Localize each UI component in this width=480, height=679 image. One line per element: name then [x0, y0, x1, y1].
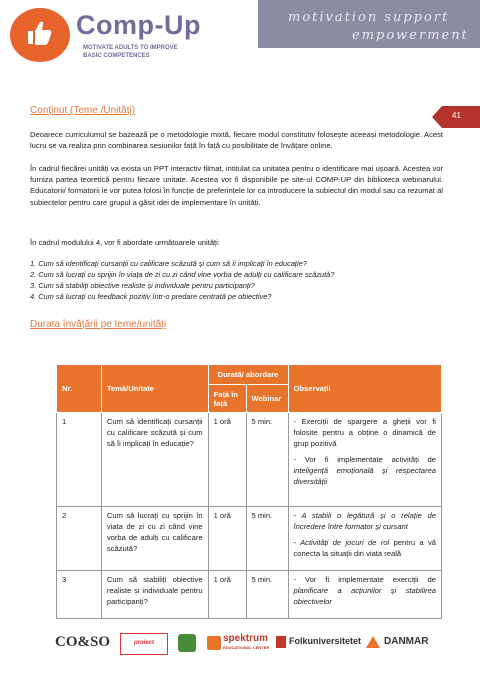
- cell-face: 1 oră: [208, 507, 246, 571]
- danmar-triangle-icon: [366, 636, 380, 648]
- table-row: [57, 413, 442, 507]
- partner-logos: [0, 630, 480, 660]
- cell-topic: Cum să stabiliți obiective realiste și individuale pentru participanți?: [101, 571, 208, 619]
- cell-observations: - Exerciții de spargere a gheții vor fi folosite pentru a obține o dinamică de grup pozitivă - Vor fi implementate activități de inteligență emoțională și respectarea diversității: [288, 413, 442, 507]
- cell-topic: Cum să lucrați cu sprijin în viața de zi cu zi când vine vorba de adulți cu calificare scăzută?: [101, 507, 208, 571]
- brand-name: Comp-Up: [76, 10, 201, 40]
- cell-nr: 3: [57, 571, 102, 619]
- page-number: 41: [452, 111, 461, 120]
- table-row: [57, 571, 442, 619]
- thumbs-up-icon: [23, 18, 53, 48]
- spektrum-logo: spektrum: [223, 633, 269, 644]
- cell-nr: 1: [57, 413, 102, 507]
- cell-observations: - Vor fi implementate exerciții de planificare a acțiunilor și stabilirea obiectivelor: [288, 571, 442, 619]
- header-duration: Durată/ abordare: [208, 365, 288, 385]
- danmar-logo: DANMAR: [384, 636, 429, 647]
- cell-topic: Cum să identificați cursanții cu calificare scăzută și cum să îi implicați în educație?: [101, 413, 208, 507]
- table-row: [57, 507, 442, 571]
- cell-webinar: 5 min.: [246, 507, 288, 571]
- cell-observations: - A stabili o legătură și o relație de încredere între formator și cursant - Activități de jocuri de rol pentru a vă conecta la situații din viața reală: [288, 507, 442, 571]
- list-item: 1. Cum să identificați cursanții cu calificare scăzută și cum să îi implicați în educație?: [30, 259, 307, 268]
- list-item: 2. Cum să lucrați cu sprijin în viața de zi cu zi când vine vorba de adulți cu calificare scăzută?: [30, 270, 335, 279]
- coso-logo: CO&SO: [55, 634, 111, 650]
- paragraph-module-intro: În cadrul modulului 4, vor fi abordate următoarele unități:: [30, 238, 220, 247]
- cell-face: 1 oră: [208, 413, 246, 507]
- paragraph-units: În cadrul fiecărei unități va exista un PPT interactiv filmat, intitulat ca unitatea pentru o identificare mai ușoară. Acestea vor furniza partea teoretică pentru fiecare unitate. Acestea vor fi disponibile pe site-ul COMP-UP din biblioteca webinarului. Educatorii/ formatorii le vor putea folosi în funcție de preferințele lor ca introducere la subiectul din modul sau ca rezumat al subiectelor pentru care grupul a găsit idei de implementare în unități.: [30, 164, 443, 207]
- cell-webinar: 5 min.: [246, 413, 288, 507]
- cell-nr: 2: [57, 507, 102, 571]
- paragraph-methodology: Deoarece curriculumul se bazează pe o metodologie mixtă, fiecare modul constitutiv folosește aceeași metodologie. Acest lucru se va realiza prin combinarea sesiunilor față în față cu posibilitate de învățare online.: [30, 130, 443, 151]
- document-header: [0, 0, 480, 70]
- section-title-duration: Durata învățării pe teme/unități: [30, 319, 167, 330]
- duration-table: [56, 364, 442, 619]
- cell-face: 1 oră: [208, 571, 246, 619]
- cell-webinar: 5 min.: [246, 571, 288, 619]
- header-topic: Temă/Unitate: [101, 365, 208, 413]
- folk-shield-icon: [276, 636, 286, 648]
- header-observations: Observații: [288, 365, 442, 413]
- motto-line-1: motivation support: [288, 10, 450, 25]
- header-face: Față în față: [208, 385, 246, 413]
- jp-logo: proiect: [120, 633, 168, 655]
- list-item: 3. Cum să stabiliți obiective realiste și individuale pentru participanți?: [30, 281, 255, 290]
- page-number-tab: [442, 106, 480, 128]
- folkuniversitetet-logo: Folkuniversitetet: [289, 636, 362, 646]
- green-partner-logo: [178, 634, 196, 652]
- units-list: [30, 258, 443, 302]
- header-nr: Nr.: [57, 365, 102, 413]
- motto-line-2: empowerment: [352, 28, 469, 43]
- spektrum-subtitle: EDUCATIONAL CENTER: [223, 645, 270, 650]
- brand-tagline: MOTIVATE ADULTS TO IMPROVE BASIC COMPETENCES: [83, 45, 178, 59]
- spektrum-icon: [207, 636, 221, 650]
- list-item: 4. Cum să lucrați cu feedback pozitiv într-o predare centrată pe obiective?: [30, 292, 272, 301]
- section-title-content: Conținut (Teme /Unități): [30, 105, 136, 116]
- header-webinar: Webinar: [246, 385, 288, 413]
